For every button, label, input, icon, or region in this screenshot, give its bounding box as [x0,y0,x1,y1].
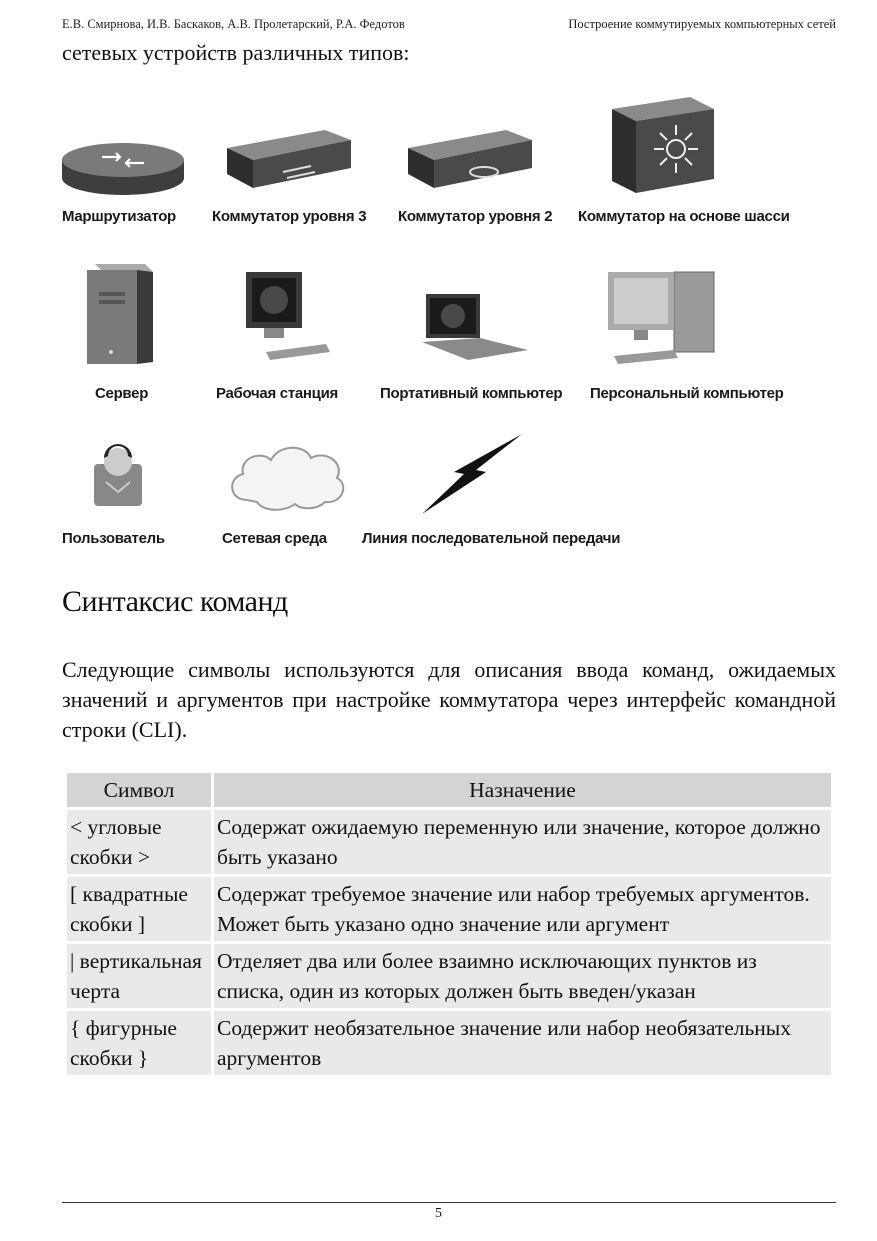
lead-text: сетевых устройств различных типов: [62,40,410,65]
user-label: Пользователь [62,530,165,547]
table-cell-symbol: | вертикальная черта [67,944,211,1008]
header-authors: Е.В. Смирнова, И.В. Баскаков, А.В. Пролетарский, Р.А. Федотов [62,17,405,31]
chassis-switch-icon [610,95,716,195]
serial-line-icon [420,432,524,516]
l2-switch-icon [406,128,534,190]
l3-switch-label: Коммутатор уровня 3 [212,208,367,225]
table-cell-purpose: Содержат требуемое значение или набор требуемых аргументов. Может быть указано одно значение или аргумент [214,877,831,941]
table-row [67,1011,831,1075]
laptop-label: Портативный компьютер [380,385,563,402]
network-cloud-label: Сетевая среда [222,530,327,547]
footer-divider [62,1202,836,1203]
table-cell-symbol: { фигурные скобки } [67,1011,211,1075]
table-row [67,877,831,941]
router-label: Маршрутизатор [62,208,176,225]
table-cell-symbol: [ квадратные скобки ] [67,877,211,941]
table-row [67,944,831,1008]
table-cell-purpose: Содержат ожидаемую переменную или значение, которое должно быть указано [214,810,831,874]
chassis-switch-label: Коммутатор на основе шасси [578,208,790,225]
server-label: Сервер [95,385,149,402]
table-cell-purpose: Содержит необязательное значение или набор необязательных аргументов [214,1011,831,1075]
table-cell-purpose: Отделяет два или более взаимно исключающих пунктов из списка, один из которых должен быть введен/указан [214,944,831,1008]
header-book-title: Построение коммутируемых компьютерных сетей [568,17,836,31]
header-symbol: Символ [67,773,211,807]
page-number: 5 [435,1206,442,1221]
personal-computer-label: Персональный компьютер [590,385,784,402]
table-row [67,810,831,874]
table-cell-symbol: < угловые скобки > [67,810,211,874]
l2-switch-label: Коммутатор уровня 2 [398,208,553,225]
section-title: Синтаксис команд [62,585,288,618]
syntax-table [64,770,834,1078]
network-cloud-icon [225,440,350,512]
laptop-icon [420,292,530,362]
workstation-icon [242,268,332,364]
section-intro: Следующие символы используются для описания ввода команд, ожидаемых значений и аргументов при настройке коммутатора через интерфейс командной строки (CLI). [62,657,836,742]
user-icon [92,442,144,508]
serial-line-label: Линия последовательной передачи [362,530,621,547]
header-purpose: Назначение [214,773,831,807]
server-icon [85,262,155,366]
table-header-row [67,773,831,807]
running-header [62,17,836,32]
personal-computer-icon [604,268,720,366]
l3-switch-icon [225,128,353,190]
router-icon [60,138,186,196]
workstation-label: Рабочая станция [216,385,338,402]
